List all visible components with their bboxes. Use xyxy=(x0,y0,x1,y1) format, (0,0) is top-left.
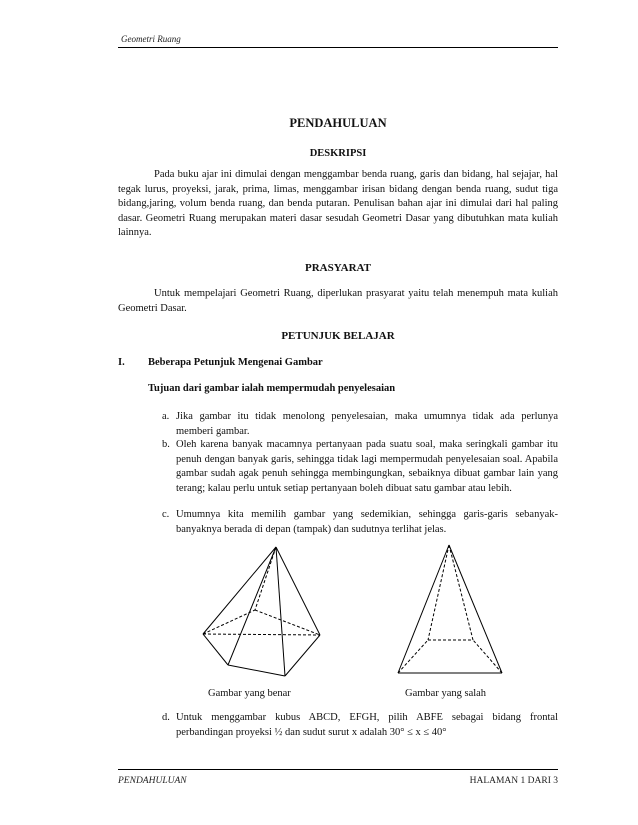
list-item-label: d. xyxy=(162,712,170,723)
list-item-label: a. xyxy=(162,411,170,422)
caption-wrong: Gambar yang salah xyxy=(405,688,487,699)
list-item xyxy=(162,711,558,743)
subheading: Tujuan dari gambar ialah mempermudah penyelesaian xyxy=(148,383,396,394)
list-item-text: Untuk menggambar kubus ABCD, EFGH, pilih ABFE sebagai bidang frontal perbandingan proyeksi ½ dan sudut surut x adalah 30° ≤ x ≤ 40° xyxy=(176,712,558,738)
list-item-text: Oleh karena banyak macamnya pertanyaan pada suatu soal, maka seringkali gambar itu penuh dengan banyak garis, sehingga tidak lagi mempermudah penyelesaian soal. Apabila gambar sudah agak penuh sehingga membingungkan, sebaiknya dibuat gambar lain yang terang; kalau perlu untuk setiap pertanyaan boleh dibuat satu gambar atau lebih. xyxy=(176,439,558,494)
list-item-text: Jika gambar itu tidak menolong penyelesaian, maka umumnya tidak ada perlunya memberi gambar. xyxy=(176,411,558,437)
prasyarat-heading: PRASYARAT xyxy=(304,262,371,274)
pyramid-correct-drawing xyxy=(203,547,320,676)
running-header: Geometri Ruang xyxy=(121,34,181,44)
section-number: I. xyxy=(118,357,125,368)
list-item-label: b. xyxy=(162,439,170,450)
section-title: Beberapa Petunjuk Mengenai Gambar xyxy=(148,357,323,368)
page-title: PENDAHULUAN xyxy=(289,116,387,130)
petunjuk-heading: PETUNJUK BELAJAR xyxy=(281,330,395,342)
pyramid-wrong-drawing xyxy=(398,545,502,673)
prasyarat-text: Untuk mempelajari Geometri Ruang, diperlukan prasyarat yaitu telah menempuh mata kuliah Geometri Dasar. xyxy=(118,288,558,314)
list-item-label: c. xyxy=(162,509,170,520)
footer-page-number: HALAMAN 1 DARI 3 xyxy=(469,776,558,786)
caption-correct: Gambar yang benar xyxy=(208,688,291,699)
footer-left: PENDAHULUAN xyxy=(118,776,187,786)
list-item-text: Umumnya kita memilih gambar yang sedemikian, sehingga garis-garis sebanyak-banyaknya berada di depan (tampak) dan sudutnya terlihat jelas. xyxy=(176,509,558,535)
deskripsi-heading: DESKRIPSI xyxy=(309,148,367,159)
deskripsi-text: Pada buku ajar ini dimulai dengan menggambar benda ruang, garis dan bidang, hal sejajar, hal tegak lurus, proyeksi, jarak, prima, limas, menggambar irisan bidang dengan benda ruang, sudut tiga bidang,jaring, volum benda ruang, dan benda putaran. Penulisan bahan ajar ini dimulai dari hal paling dasar. Geometri Ruang merupakan materi dasar sesudah Geometri Dasar yang dibutuhkan mata kuliah lainnya. xyxy=(118,169,558,238)
footer-rule xyxy=(118,769,558,770)
